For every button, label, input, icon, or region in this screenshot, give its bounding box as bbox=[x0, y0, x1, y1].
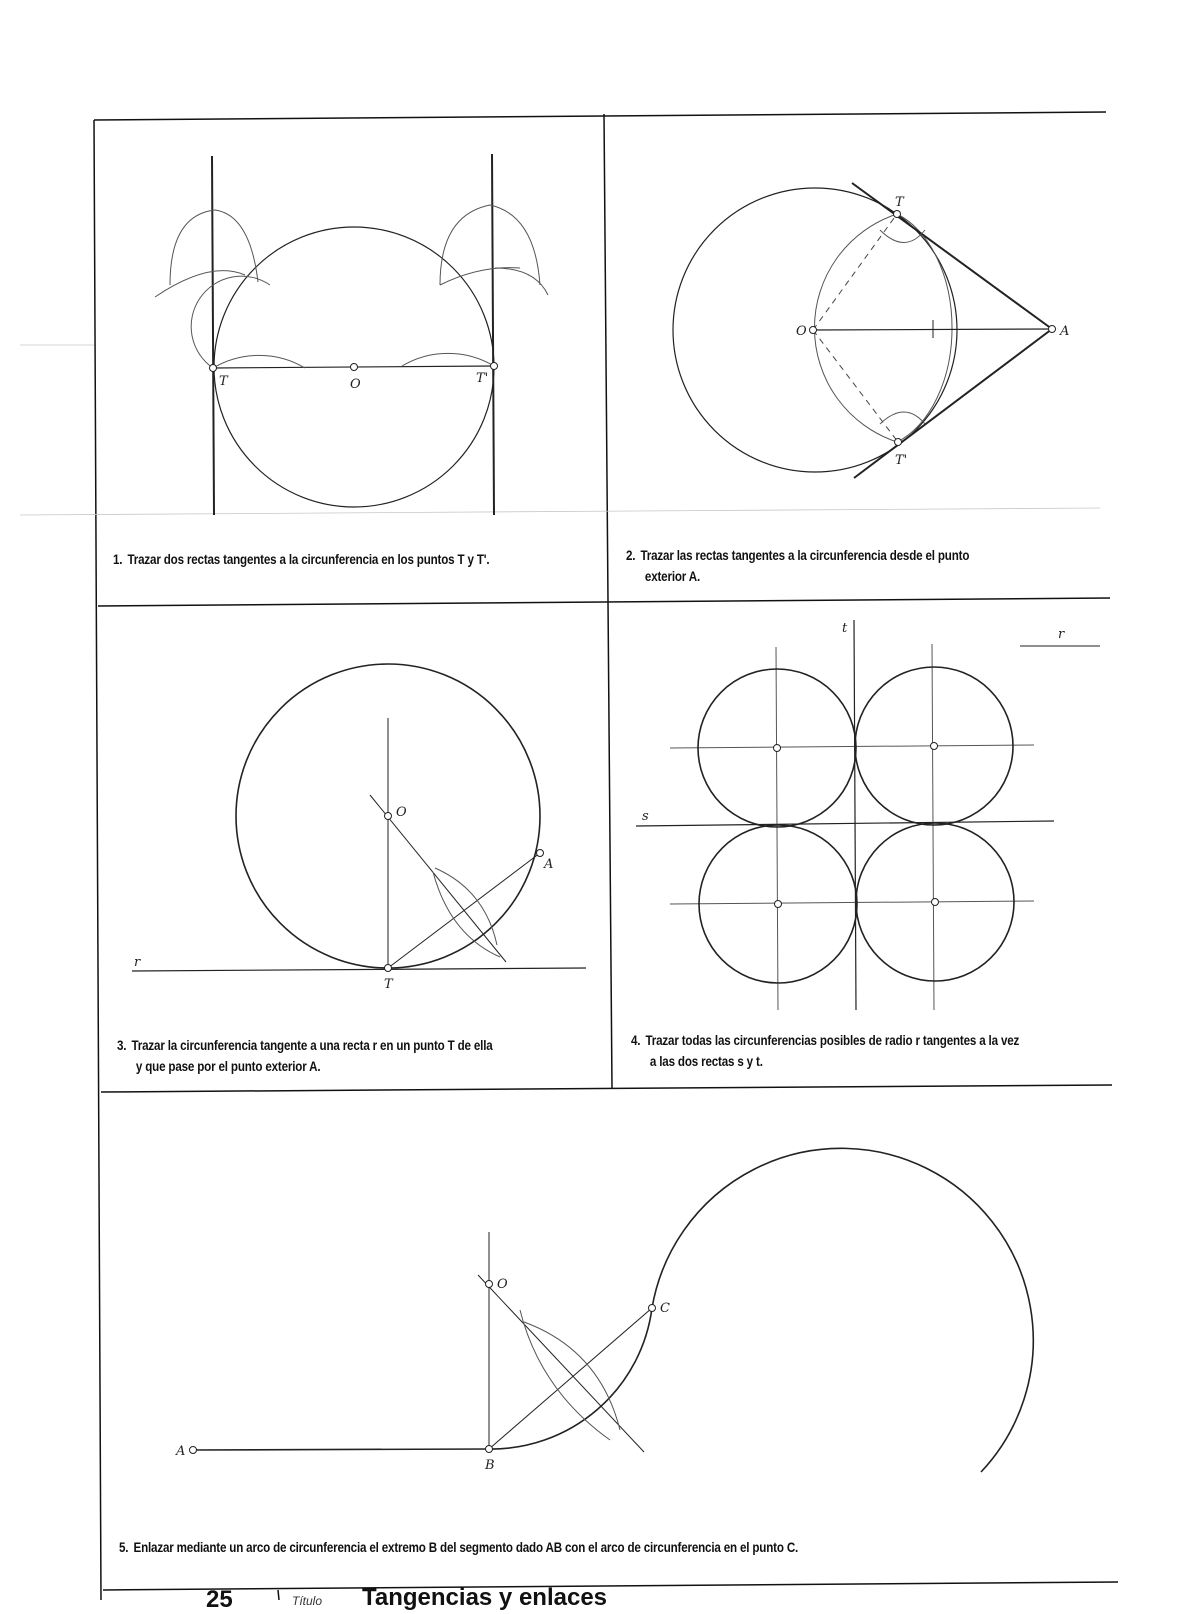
sheet-number: 25 bbox=[206, 1586, 233, 1613]
exercise-number: 3. bbox=[117, 1038, 127, 1053]
label-t: T bbox=[219, 374, 228, 389]
exercise-number: 2. bbox=[626, 548, 636, 563]
sheet-title: Tangencias y enlaces bbox=[362, 1584, 608, 1611]
label-r: r bbox=[134, 955, 141, 970]
point-o bbox=[486, 1281, 493, 1288]
point-t-prime bbox=[895, 439, 902, 446]
radius-ot bbox=[813, 214, 897, 330]
exercise-number: 5. bbox=[119, 1540, 129, 1555]
point-b bbox=[486, 1446, 493, 1453]
label-o: O bbox=[396, 805, 407, 820]
point-c bbox=[649, 1305, 656, 1312]
label-t-prime: T' bbox=[476, 371, 489, 386]
point-t bbox=[210, 365, 217, 372]
given-arc bbox=[652, 1148, 1033, 1472]
label-o: O bbox=[796, 324, 807, 339]
figure-4 bbox=[636, 620, 1100, 1010]
point-o bbox=[810, 327, 817, 334]
exercise-text: Enlazar mediante un arco de circunferencia el extremo B del segmento dado AB con el arco de circunferencia en el punto C. bbox=[133, 1540, 799, 1555]
exercise-4-caption bbox=[631, 1030, 1019, 1072]
auxiliary-circle bbox=[814, 214, 952, 442]
label-b: B bbox=[485, 1458, 495, 1473]
label-t: T bbox=[384, 977, 393, 992]
exercise-text: Trazar la circunferencia tangente a una recta r en un punto T de ella bbox=[131, 1038, 493, 1053]
point-t-prime bbox=[491, 363, 498, 370]
tangent-upper bbox=[852, 183, 1052, 329]
line-t bbox=[854, 620, 856, 1010]
tangent-lower bbox=[854, 329, 1052, 478]
label-a: A bbox=[176, 1444, 186, 1459]
label-a: A bbox=[544, 857, 554, 872]
label-r: r bbox=[1058, 627, 1065, 642]
figure-5 bbox=[175, 1148, 1033, 1473]
tangent-right bbox=[492, 154, 494, 515]
scan-artifact-lines bbox=[20, 345, 1100, 515]
point-a bbox=[190, 1447, 197, 1454]
exercise-text-line2: a las dos rectas s y t. bbox=[649, 1054, 763, 1069]
exercise-text: Trazar dos rectas tangentes a la circunferencia en los puntos T y T'. bbox=[127, 552, 490, 567]
label-t-prime: T' bbox=[895, 453, 908, 468]
label-c: C bbox=[660, 1301, 670, 1316]
point-a bbox=[537, 850, 544, 857]
label-o: O bbox=[350, 377, 361, 392]
line-s bbox=[636, 821, 1054, 826]
radius-ot-prime bbox=[813, 330, 898, 442]
point-o bbox=[385, 813, 392, 820]
label-a: A bbox=[1060, 324, 1070, 339]
exercise-3-caption bbox=[117, 1035, 493, 1077]
exercise-text: Trazar las rectas tangentes a la circunferencia desde el punto bbox=[640, 548, 970, 563]
point-a bbox=[1049, 326, 1056, 333]
exercise-5-caption bbox=[119, 1537, 798, 1558]
point-t bbox=[894, 211, 901, 218]
figure-3 bbox=[132, 664, 586, 992]
exercise-2-caption bbox=[626, 545, 969, 587]
label-o: O bbox=[497, 1277, 508, 1292]
point-o bbox=[351, 364, 358, 371]
point-t bbox=[385, 965, 392, 972]
label-t: t bbox=[842, 621, 848, 636]
segment-ab bbox=[193, 1449, 489, 1450]
figure-1 bbox=[155, 154, 548, 515]
exercise-text-line2: exterior A. bbox=[644, 569, 701, 584]
exercise-number: 1. bbox=[113, 552, 123, 567]
exercise-1-caption bbox=[113, 549, 489, 570]
exercise-text: Trazar todas las circunferencias posibles de radio r tangentes a la vez bbox=[645, 1033, 1020, 1048]
figure-2 bbox=[673, 183, 1069, 478]
label-t: T bbox=[895, 195, 904, 210]
label-s: s bbox=[642, 809, 649, 824]
line-r bbox=[132, 968, 586, 971]
exercise-text-line2: y que pase por el punto exterior A. bbox=[135, 1059, 321, 1074]
bisector bbox=[370, 795, 506, 962]
exercise-number: 4. bbox=[631, 1033, 641, 1048]
sheet-frame bbox=[94, 112, 1118, 1600]
title-field-label: Título bbox=[292, 1594, 323, 1608]
